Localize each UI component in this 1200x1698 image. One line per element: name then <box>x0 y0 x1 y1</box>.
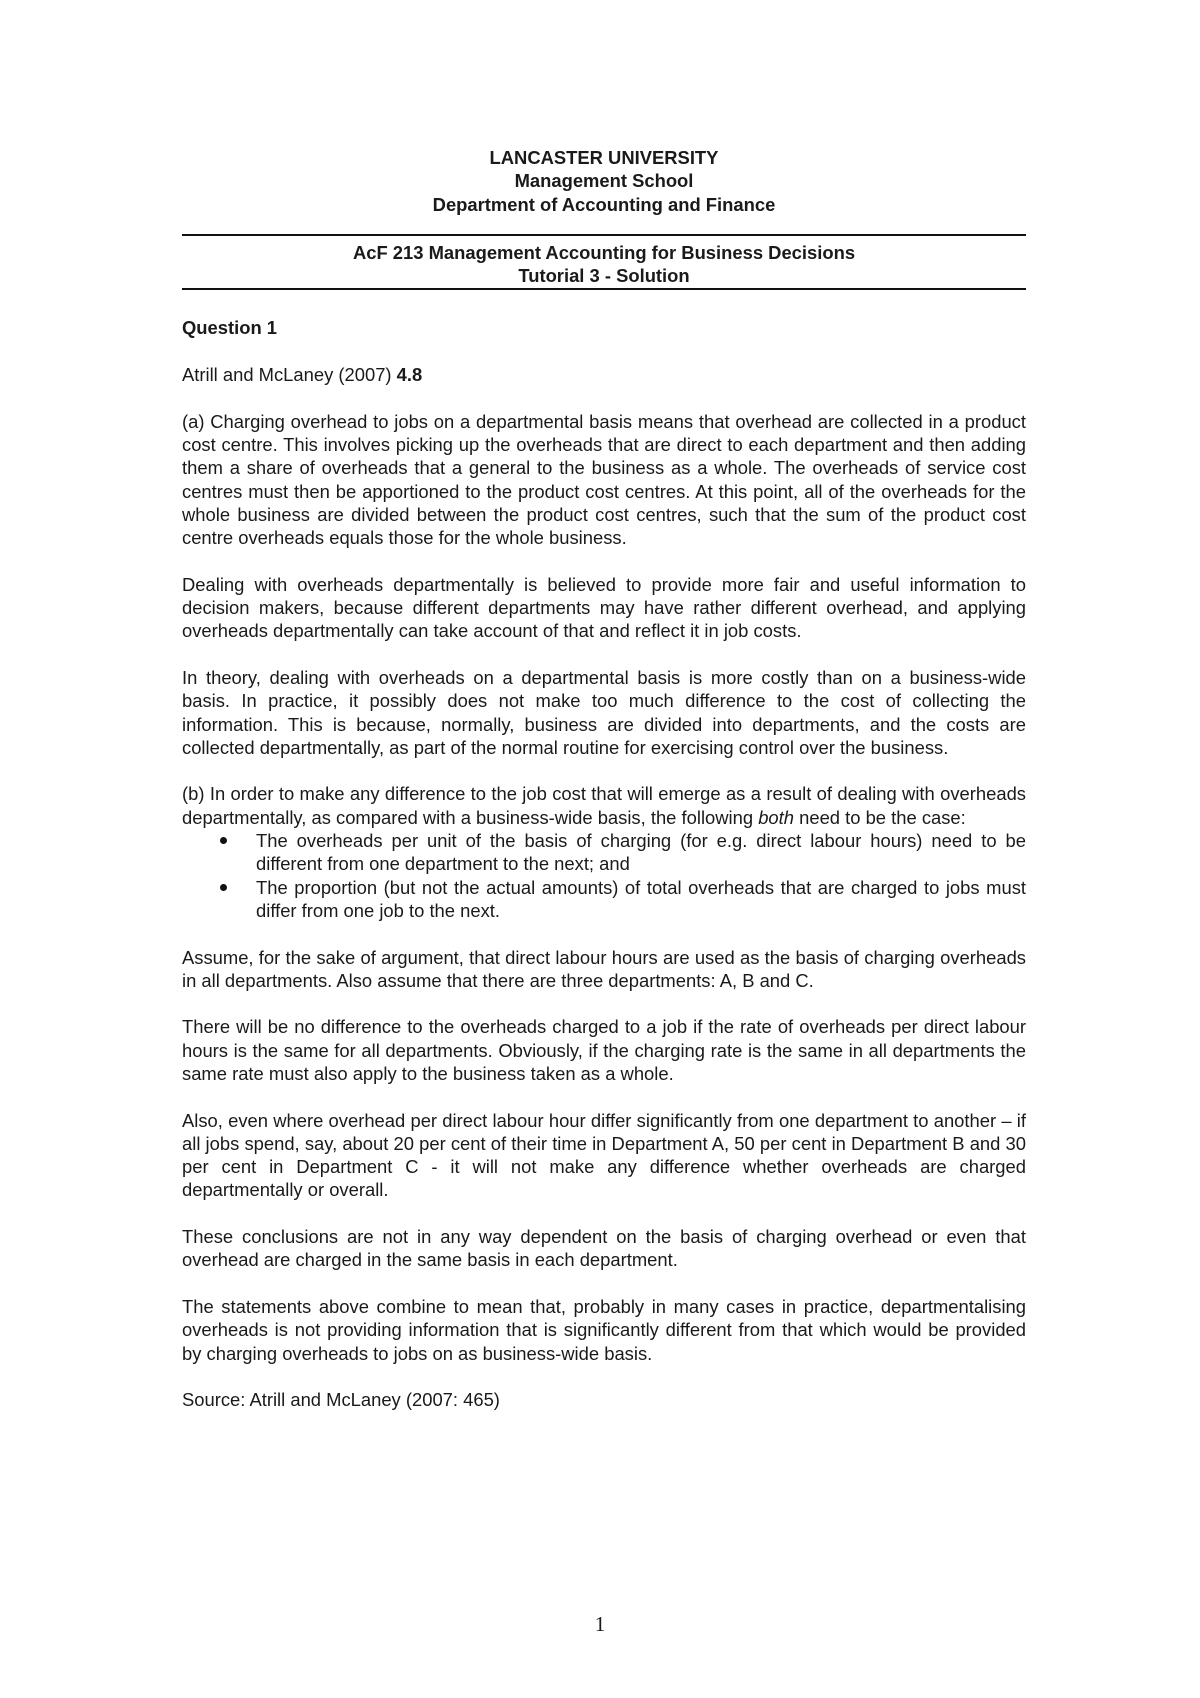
source-citation: Source: Atrill and McLaney (2007: 465) <box>182 1389 500 1411</box>
spacer <box>182 549 1026 572</box>
paragraph-b-italic: both <box>758 806 794 828</box>
conditions-list <box>182 829 1026 922</box>
page-number: 1 <box>594 1612 606 1636</box>
spacer <box>182 340 1026 363</box>
paragraph-b-start: (b) In order to make any difference to the job cost that will emerge as a result of dealing with overheads departmentally, as compared with a business-wide basis, the following <box>182 783 1026 828</box>
school-name: Management School <box>514 170 694 192</box>
list-item <box>182 829 1026 876</box>
spacer <box>182 922 1026 945</box>
spacer <box>182 1365 1026 1388</box>
spacer <box>182 386 1026 409</box>
spacer <box>182 1272 1026 1295</box>
paragraph-departmental-benefit: Dealing with overheads departmentally is believed to provide more fair and useful information to decision makers, because different departments may have rather different overhead, and applying overheads departmentally can take account of that and reflect it in job costs. <box>182 573 1026 642</box>
bullet-text: The overheads per unit of the basis of charging (for e.g. direct labour hours) need to be different from one department to the next; and <box>256 830 1026 875</box>
spacer <box>182 643 1026 666</box>
reference-text: Atrill and McLaney (2007) <box>182 364 397 386</box>
paragraph-a: (a) Charging overhead to jobs on a departmental basis means that overhead are collected in a product cost centre. This involves picking up the overheads that are direct to each department and then adding them a share of overheads that a general to the business as a whole. The overheads of service cost centres must then be apportioned to the product cost centres. At this point, all of the overheads for the whole business are divided between the product cost centres, such that the sum of the product cost centre overheads equals those for the whole business. <box>182 410 1026 549</box>
bullet-text: The proportion (but not the actual amounts) of total overheads that are charged to jobs must differ from one job to the next. <box>256 876 1026 921</box>
paragraph-conclusions: These conclusions are not in any way dependent on the basis of charging overhead or even that overhead are charged in the same basis in each department. <box>182 1226 1026 1271</box>
paragraph-summary: The statements above combine to mean that, probably in many cases in practice, departmentalising overheads is not providing information that is significantly different from that which would be provided by charging overheads to jobs on as business-wide basis. <box>182 1295 1026 1364</box>
tutorial-title: Tutorial 3 - Solution <box>518 265 690 287</box>
bullet-icon <box>220 884 227 891</box>
paragraph-b <box>182 782 1026 829</box>
list-item <box>182 876 1026 923</box>
paragraph-example: Also, even where overhead per direct labour hour differ significantly from one department to another – if all jobs spend, say, about 20 per cent of their time in Department A, 50 per cent in Department B and 30 per cent in Department C - it will not make any difference whether overheads are charged departmentally or overall. <box>182 1109 1026 1201</box>
paragraph-no-difference: There will be no difference to the overheads charged to a job if the rate of overheads per direct labour hours is the same for all departments. Obviously, if the charging rate is the same in all departments the same rate must also apply to the business taken as a whole. <box>182 1016 1026 1084</box>
question-heading: Question 1 <box>182 317 278 339</box>
spacer <box>182 759 1026 782</box>
document-header <box>182 146 1026 216</box>
spacer <box>182 1202 1026 1225</box>
document-body <box>182 146 1026 1411</box>
department-name: Department of Accounting and Finance <box>432 193 776 215</box>
spacer <box>182 216 1026 226</box>
spacer <box>182 290 1026 316</box>
spacer <box>182 992 1026 1015</box>
paragraph-assumption: Assume, for the sake of argument, that direct labour hours are used as the basis of charging overheads in all departments. Also assume that there are three departments: A, B and C. <box>182 946 1026 991</box>
course-block <box>182 236 1026 289</box>
university-name: LANCASTER UNIVERSITY <box>489 147 719 168</box>
paragraph-b-end: need to be the case: <box>794 806 966 828</box>
paragraph-theory-practice: In theory, dealing with overheads on a departmental basis is more costly than on a business-wide basis. In practice, it possibly does not make too much difference to the cost of collecting the information. This is because, normally, business are divided into departments, and the costs are collected departmentally, as part of the normal routine for exercising control over the business. <box>182 666 1026 758</box>
spacer <box>182 1085 1026 1108</box>
reference-number: 4.8 <box>396 364 423 386</box>
question-reference <box>182 363 1026 386</box>
bullet-icon <box>220 837 227 844</box>
course-title: AcF 213 Management Accounting for Business Decisions <box>352 241 856 263</box>
